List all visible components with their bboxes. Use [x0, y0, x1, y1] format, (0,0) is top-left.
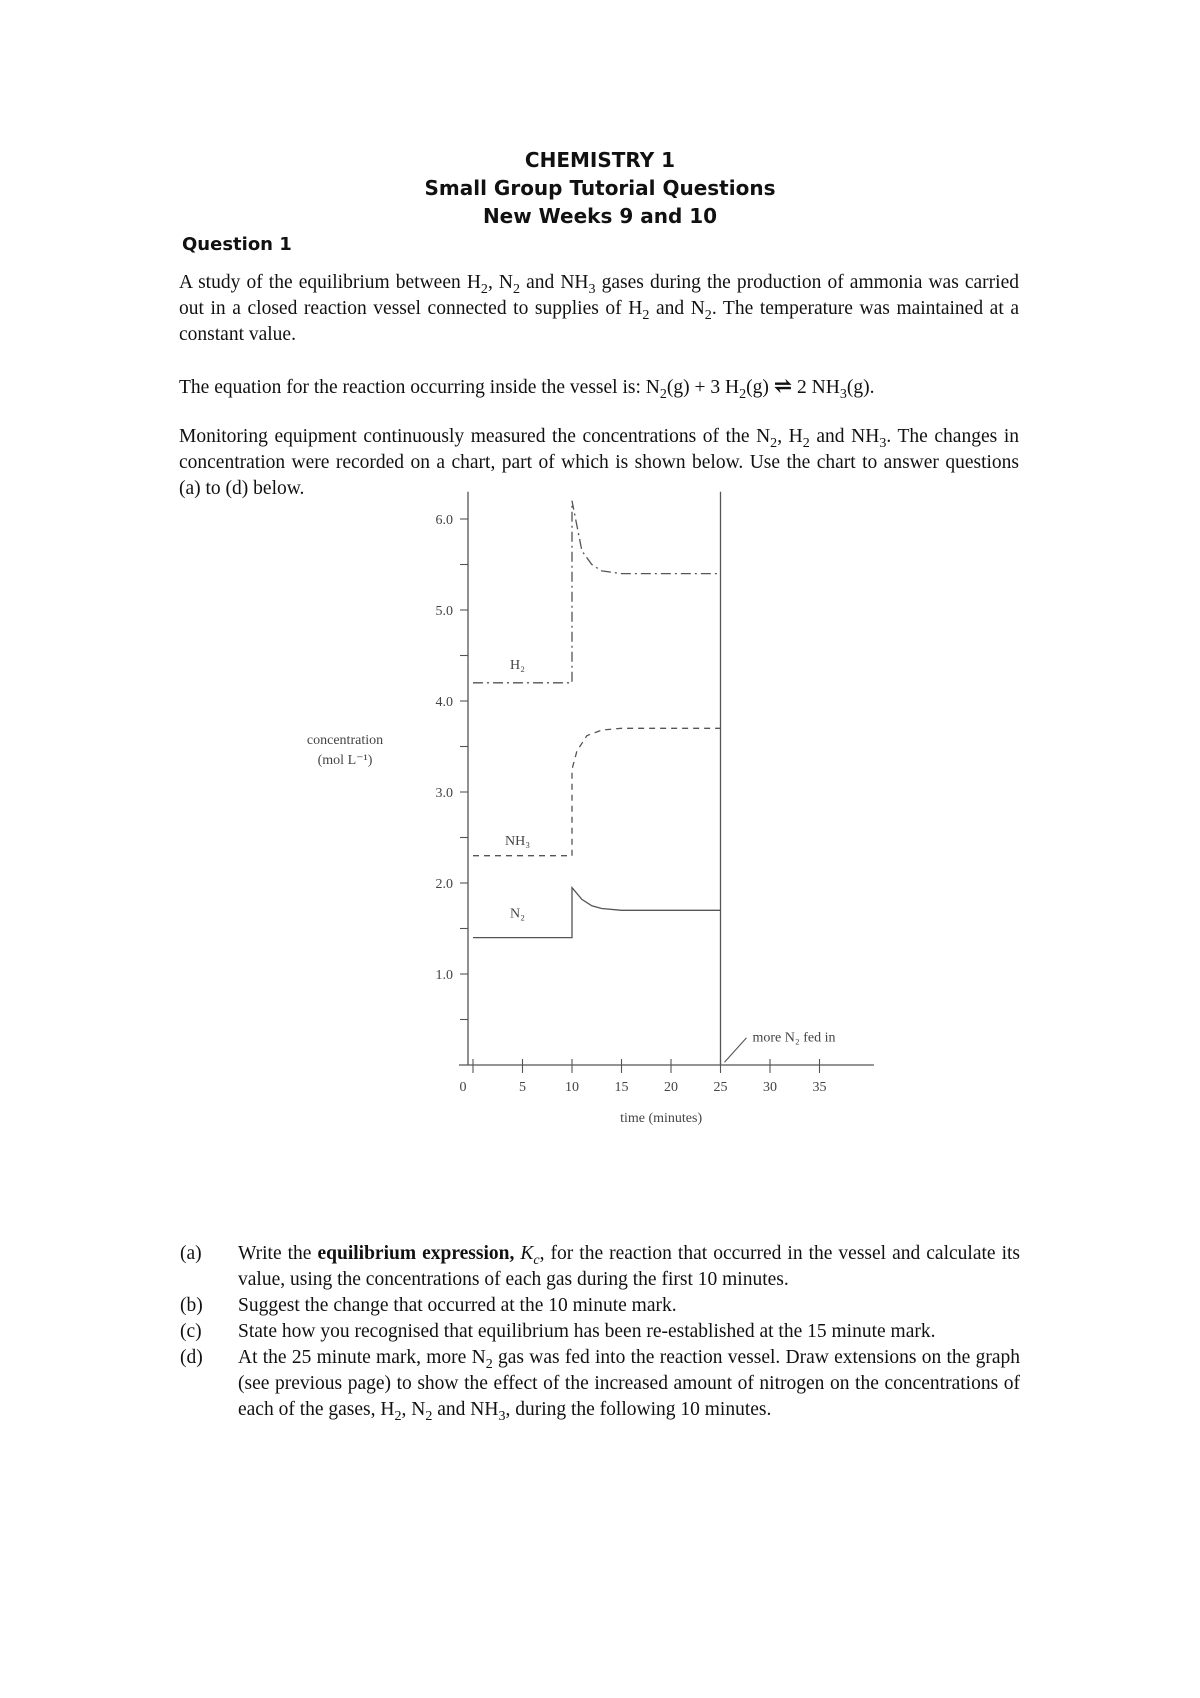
- annotation-pointer: [725, 1038, 747, 1063]
- task-d: [180, 1345, 1020, 1423]
- x-tick-label: 35: [812, 1080, 827, 1095]
- y-tick-label: 2.0: [435, 877, 453, 892]
- task-label: (a): [180, 1243, 202, 1264]
- y-tick-label: 4.0: [435, 695, 453, 710]
- series-label: N₂: [510, 906, 526, 922]
- equation-paragraph: The equation for the reaction occurring inside the vessel is: $N_2(g) + 3$ $H_2(g)$ ⇌ 2 $NH_3(g)$.: [179, 373, 875, 402]
- task-label: (c): [180, 1321, 202, 1342]
- x-tick-label: 15: [614, 1080, 629, 1095]
- task-text: State how you recognised that equilibrium has been re-established at the 15 minute mark.: [238, 1321, 936, 1342]
- y-tick-label: 6.0: [435, 513, 453, 528]
- y-axis-unit: (mol L⁻¹): [317, 752, 373, 768]
- task-label: (b): [180, 1295, 203, 1316]
- task-text: Suggest the change that occurred at the 10 minute mark.: [238, 1295, 677, 1316]
- intro-paragraph: A study of the equilibrium between $H_2$, $N_2$ and $NH_3$ gases during the production of ammonia was carried out in a closed reaction vessel connected to supplies of $H_2$ and $N_2$. The temperature was maintained at a constant value.: [179, 272, 1019, 345]
- task-text: Write the equilibrium expression, $K_c$, for the reaction that occurred in the vessel and calculate its value, using the concentrations of each gas during the first 10 minutes.: [238, 1243, 1020, 1290]
- equilibrium-arrow-icon: ⇌: [773, 373, 793, 398]
- question-title: Question 1: [182, 234, 292, 255]
- y-tick-label: 1.0: [435, 968, 453, 983]
- document-header: [0, 146, 1200, 230]
- task-a: [180, 1241, 1020, 1293]
- weeks-title: New Weeks 9 and 10: [482, 204, 718, 228]
- task-b: [180, 1293, 1020, 1319]
- x-tick-label: 5: [519, 1080, 526, 1095]
- x-tick-label: 10: [565, 1080, 579, 1095]
- course-title: CHEMISTRY 1: [524, 148, 676, 172]
- task-text: At the 25 minute mark, more $N_2$ gas was fed into the reaction vessel. Draw extensions on the graph (see previous page) to show the effect of the increased amount of nitrogen on the concentrations of each of the gases, $H_2$, $N_2$ and $NH_3$, during the following 10 minutes.: [238, 1347, 1020, 1424]
- x-tick-label: 25: [713, 1080, 728, 1095]
- task-c: [180, 1319, 1020, 1345]
- task-list: [180, 1241, 1020, 1423]
- y-tick-label: 3.0: [435, 786, 453, 801]
- monitoring-paragraph: Monitoring equipment continuously measured the concentrations of the $N_2$, $H_2$ and $NH_3$. The changes in concentration were recorded on a chart, part of which is shown below. Use the chart to answer questions (a) to (d) below.: [179, 426, 1019, 499]
- y-tick-label: 5.0: [435, 604, 453, 619]
- x-tick-label: 0: [459, 1080, 467, 1095]
- chart-series: [473, 501, 721, 938]
- chart-axes: [436, 492, 874, 1095]
- x-axis-label: time (minutes): [620, 1111, 703, 1126]
- series-line: [473, 501, 721, 683]
- chart-labels: [307, 658, 836, 1126]
- series-label: NH₃: [504, 833, 531, 849]
- concentration-chart: [300, 513, 920, 1235]
- x-tick-label: 20: [664, 1080, 678, 1095]
- x-tick-label: 30: [763, 1080, 777, 1095]
- y-axis-label: concentration: [306, 732, 384, 748]
- task-label: (d): [180, 1347, 203, 1368]
- series-label: H₂: [510, 658, 526, 674]
- annotation-label: more N₂ fed in: [752, 1030, 836, 1046]
- tutorial-title: Small Group Tutorial Questions: [424, 176, 776, 200]
